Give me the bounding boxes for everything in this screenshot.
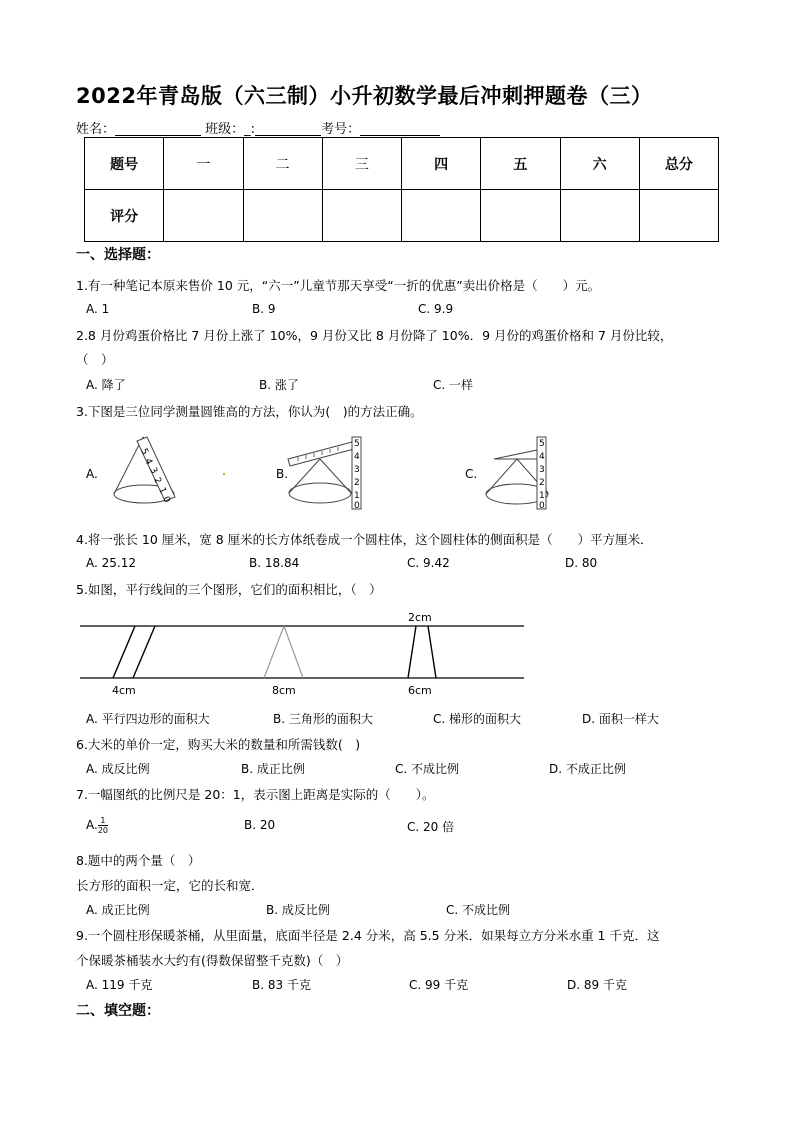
trapezoid [408, 626, 436, 678]
question-text: 8.题中的两个量（ ） [76, 853, 201, 868]
option[interactable]: A. 119 千克 [86, 978, 153, 992]
ruler-a-tick: 0 [160, 495, 172, 505]
figure-c-cone [486, 437, 548, 511]
class-mark: _: [244, 122, 256, 137]
ruler-c-tick: 5 [539, 439, 545, 449]
score-header-cell: 五 [481, 138, 560, 190]
ruler-a-tick: 1 [156, 486, 168, 496]
parallelogram-base-label: 4cm [112, 684, 136, 697]
parallelogram [113, 626, 155, 678]
score-header-cell: 二 [243, 138, 322, 190]
question-text: 9.一个圆柱形保暖茶桶，从里面量，底面半径是 2.4 分米，高 5.5 分米．如果每立方分米水重 1 千克．这 [76, 928, 660, 943]
score-header-cell: 一 [164, 138, 243, 190]
option[interactable]: C. 20 倍 [407, 820, 455, 834]
question-text: 3.下图是三位同学测量圆锥高的方法，你认为( )的方法正确。 [76, 404, 423, 419]
option[interactable]: D. 面积一样大 [582, 712, 659, 726]
question-text-continued: 长方形的面积一定，它的长和宽． [76, 878, 264, 893]
option[interactable]: C. 梯形的面积大 [433, 712, 522, 726]
option[interactable]: D. 不成正比例 [549, 762, 626, 776]
option[interactable]: C. 9.42 [407, 556, 450, 570]
question-text-continued: （ ） [76, 352, 114, 367]
option[interactable]: B. 成正比例 [241, 762, 305, 776]
question-text: 2.8 月份鸡蛋价格比 7 月份上涨了 10%，9 月份又比 8 月份降了 10%．9 月份的鸡蛋价格和 7 月份比较， [76, 328, 673, 343]
score-row-label: 评分 [85, 190, 164, 242]
stray-dot [223, 473, 225, 475]
option[interactable]: B. 9 [252, 302, 276, 316]
triangle-base-label: 8cm [272, 684, 296, 697]
trapezoid-top-label: 2cm [408, 611, 432, 624]
exam-no-label: 考号： [321, 122, 361, 137]
question-text: 7.一幅图纸的比例尺是 20：1，表示图上距离是实际的（ ）。 [76, 787, 435, 802]
triangle [264, 626, 303, 678]
fraction-numerator: 1 [98, 816, 108, 826]
ruler-b-tick: 2 [354, 478, 360, 488]
option[interactable]: A. 25.12 [86, 556, 136, 570]
option[interactable]: C. 不成比例 [395, 762, 460, 776]
score-header-cell: 六 [560, 138, 639, 190]
option[interactable]: D. 80 [565, 556, 598, 570]
option[interactable]: B. 涨了 [259, 378, 299, 392]
option[interactable]: B. 20 [244, 818, 276, 832]
question-text: 5.如图，平行线间的三个图形，它们的面积相比，（ ） [76, 582, 382, 597]
ruler-c-tick: 3 [539, 465, 545, 475]
option[interactable]: C. 99 千克 [409, 978, 469, 992]
option[interactable]: A. 平行四边形的面积大 [86, 712, 210, 726]
fraction [98, 816, 108, 835]
option-a-fraction[interactable] [86, 816, 108, 835]
trapezoid-base-label: 6cm [408, 684, 432, 697]
score-header-cell: 三 [322, 138, 401, 190]
ruler-a-tick: 3 [147, 466, 159, 476]
score-header-cell: 总分 [639, 138, 718, 190]
option[interactable]: C. 不成比例 [446, 903, 511, 917]
score-header-cell: 题号 [85, 138, 164, 190]
ruler-c-tick: 0 [539, 501, 545, 511]
option[interactable]: B. 83 千克 [252, 978, 311, 992]
score-header-cell: 四 [402, 138, 481, 190]
parallel-figures [80, 611, 524, 697]
question-text: 1.有一种笔记本原来售价 10 元，“六一”儿童节那天享受“一折的优惠”卖出价格是（ ）元。 [76, 278, 601, 293]
ruler-a-tick: 5 [138, 447, 150, 457]
ruler-c-tick: 4 [539, 452, 545, 462]
question-text-continued: 个保暖茶桶装水大约有(得数保留整千克数)（ ） [76, 953, 349, 968]
section-heading-choice: 一、选择题： [76, 247, 160, 263]
ruler-c-tick: 1 [539, 491, 545, 501]
fraction-denominator: 20 [97, 826, 108, 835]
section-heading-fill: 二、填空题： [76, 1003, 160, 1019]
figure-a-cone [114, 437, 175, 505]
ruler-b-tick: 1 [354, 491, 360, 501]
class-label: 班级： [205, 122, 245, 137]
option[interactable]: C. 9.9 [418, 302, 454, 316]
name-label: 姓名： [76, 122, 116, 137]
figure-b-cone [288, 437, 361, 511]
option[interactable]: D. 89 千克 [567, 978, 627, 992]
ruler-b-tick: 0 [354, 501, 360, 511]
ruler-c-tick: 2 [539, 478, 545, 488]
option[interactable]: B. [276, 467, 289, 481]
question-text: 4.将一张长 10 厘米，宽 8 厘米的长方体纸卷成一个圆柱体，这个圆柱体的侧面积是（ ）平方厘米． [76, 532, 653, 547]
ruler-b-tick: 5 [354, 439, 360, 449]
option[interactable]: A. [86, 467, 98, 481]
option[interactable]: C. [465, 467, 478, 481]
page-title: 2022年青岛版（六三制）小升初数学最后冲刺押题卷（三） [76, 84, 653, 108]
ruler-a-tick: 4 [142, 457, 154, 467]
question-text: 6.大米的单价一定，购买大米的数量和所需钱数( ) [76, 737, 361, 752]
option[interactable]: B. 三角形的面积大 [273, 712, 373, 726]
ruler-b-tick: 3 [354, 465, 360, 475]
option[interactable]: B. 18.84 [249, 556, 300, 570]
option[interactable]: A. 降了 [86, 378, 126, 392]
ruler-a-tick: 2 [151, 476, 163, 486]
option[interactable]: A. 成反比例 [86, 762, 150, 776]
option[interactable]: A. 成正比例 [86, 903, 150, 917]
option[interactable]: C. 一样 [433, 378, 474, 392]
ruler-b-tick: 4 [354, 452, 360, 462]
option-label: A. [86, 818, 98, 832]
option[interactable]: B. 成反比例 [266, 903, 330, 917]
option[interactable]: A. 1 [86, 302, 110, 316]
